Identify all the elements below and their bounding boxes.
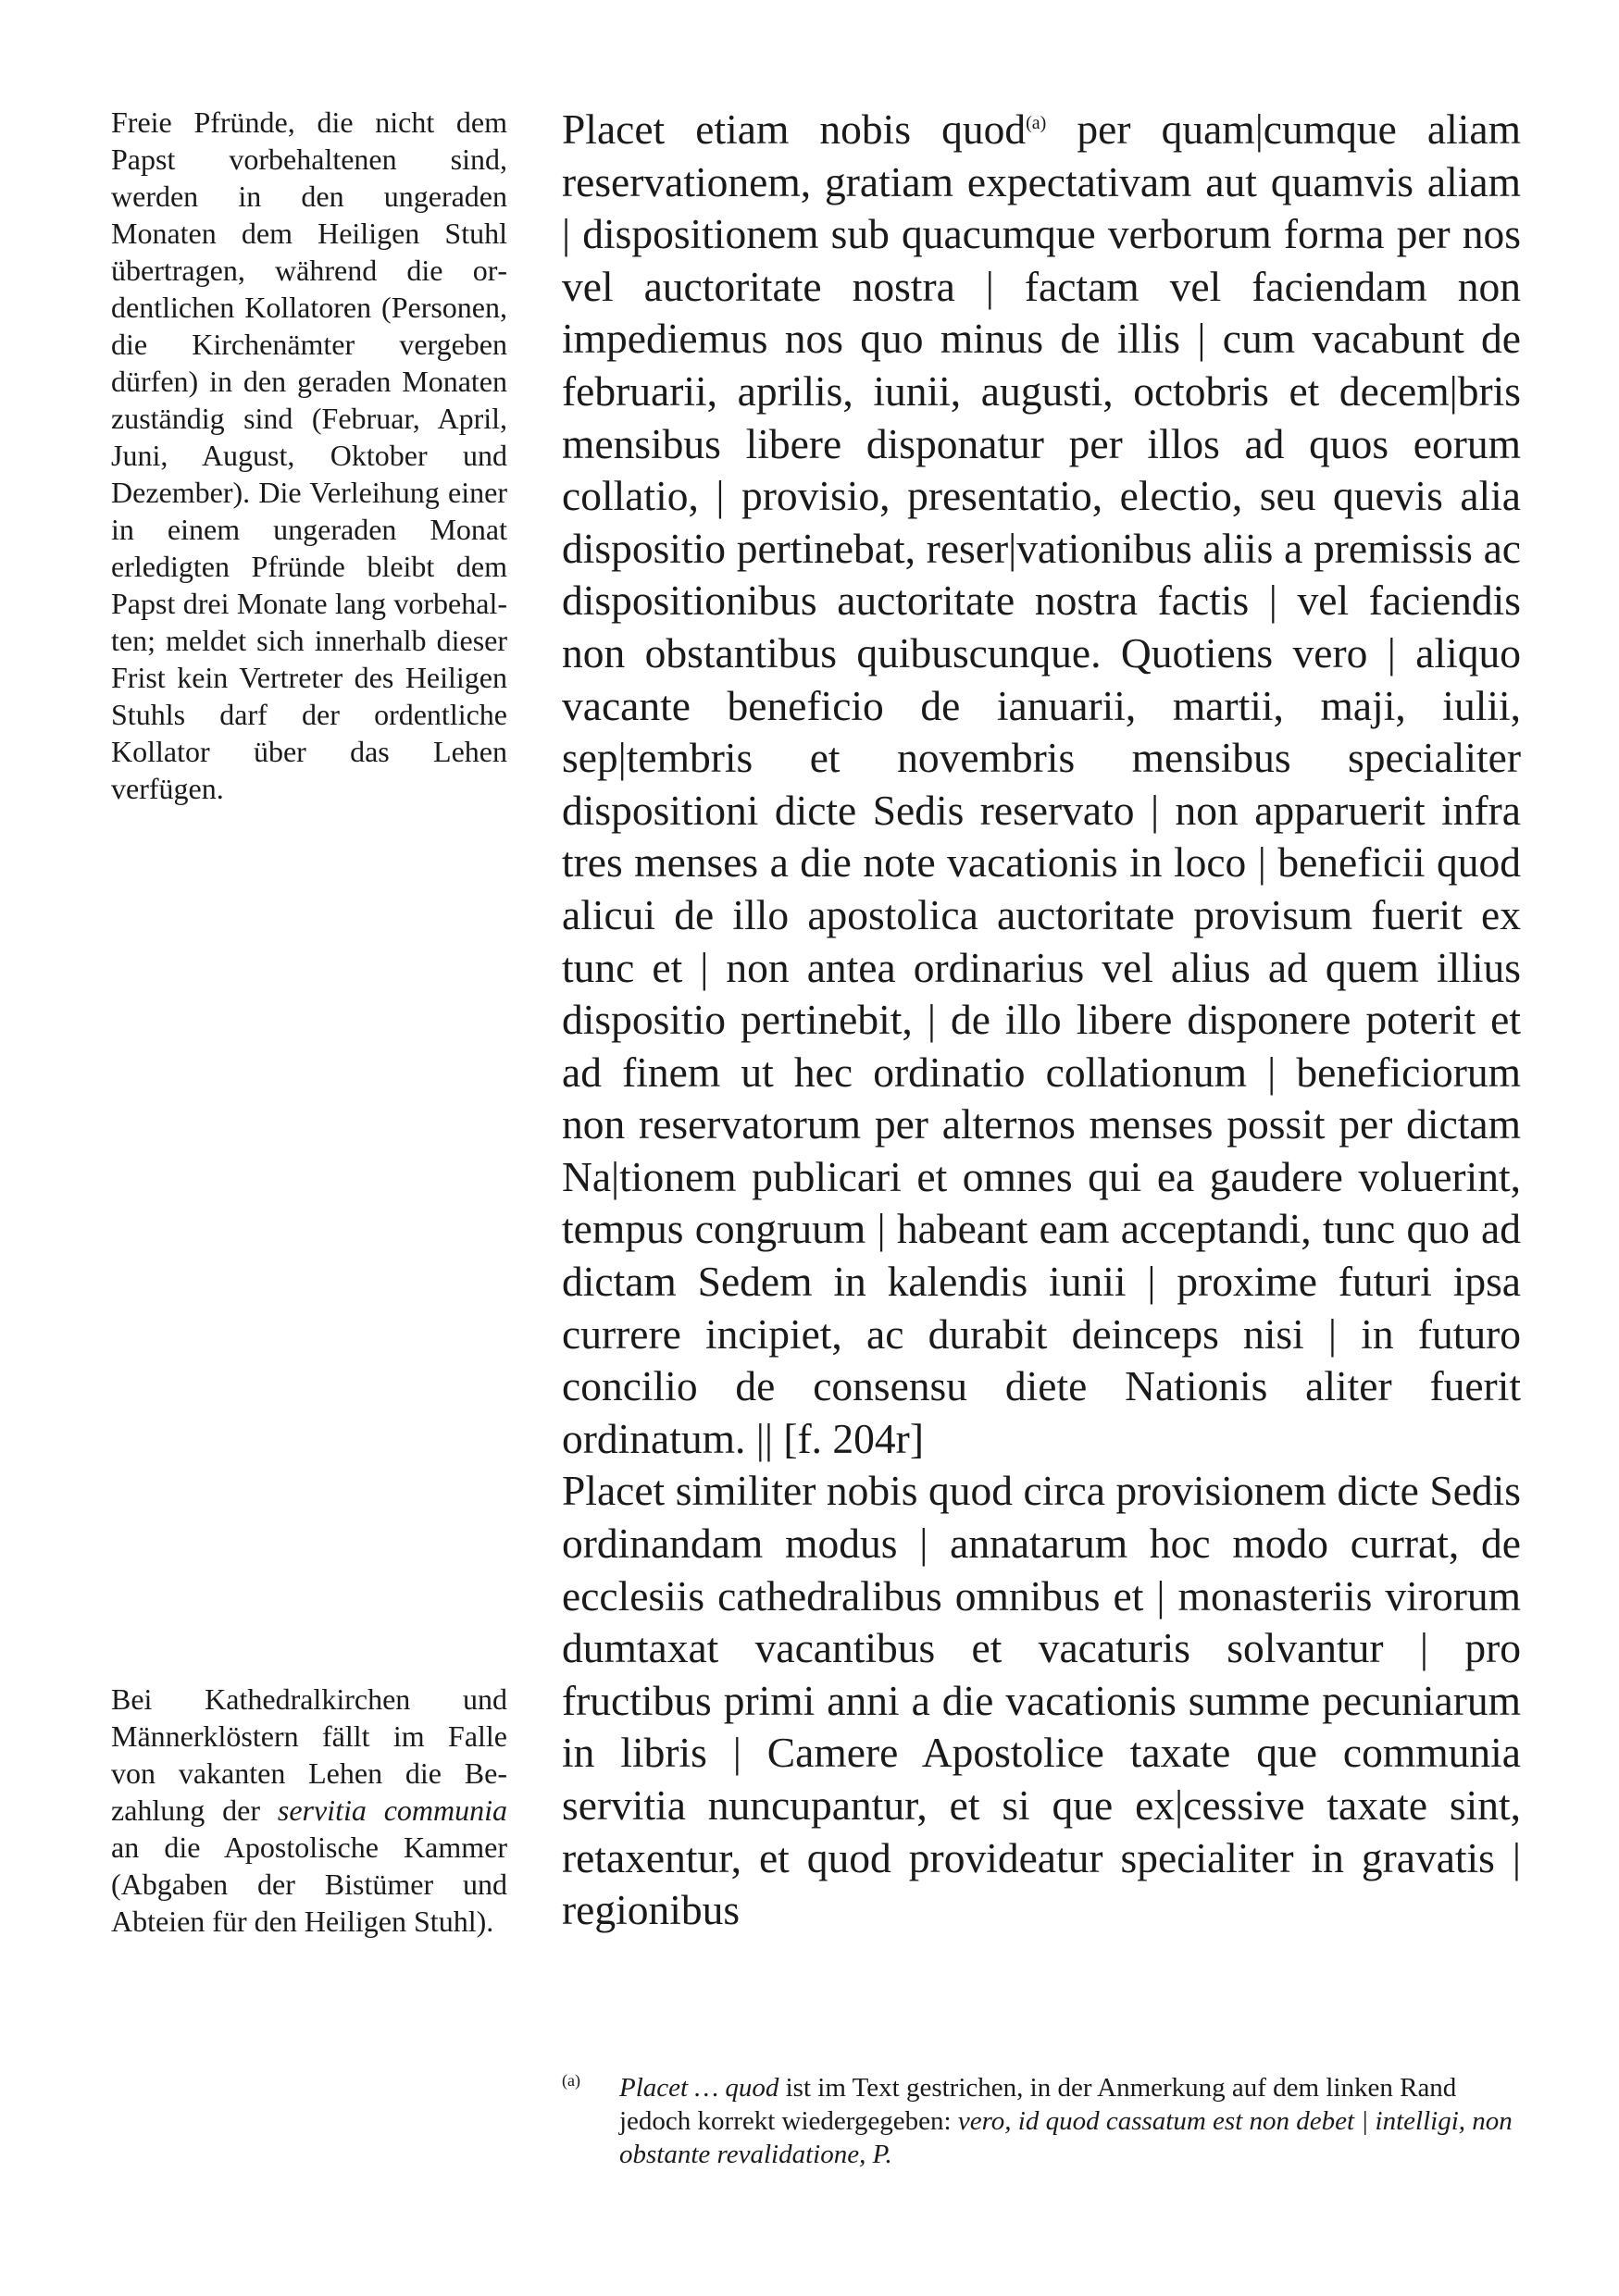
footnote-italic: Placet … quod [619,2073,779,2103]
paragraph-text: Placet similiter nobis quod circa provisionem dicte Sedis ordinandam modus | annatarum hoc modo currat, de ecclesiis cathedralibus omnibus et | monasteriis virorum dumtaxat vacantibus et vacaturis solvantur | pro fructibus primi anni a die vacationis summe pecuniarum in libris | Camere Apostolice taxate que communia servitia nuncupantur, et si que ex|cessive taxate sint, retaxentur, et quod provideatur specialiter in gravatis | regionibus [562,1467,1521,1934]
footnote-marker: (a) [562,2071,580,2090]
main-paragraph [562,1465,1521,1936]
margin-note-italic: servitia communia [277,1793,508,1827]
footnote-body [619,2071,1521,2171]
main-paragraph [562,104,1521,1465]
paragraph-start: Placet etiam nobis quod [562,105,1027,153]
main-text [562,104,1521,1937]
footnote-reference: (a) [1026,112,1047,133]
margin-note-text: Bei Kathedralkirchen und Männerklöstern fällt im Falle von vakanten Lehen die Bezahlung der [111,1682,507,1827]
footnote-italic: vero, id quod cassatum est non debet | intelligi, non obstante revalidatione, P. [619,2106,1513,2169]
paragraph-text: per quam|cumque aliam reservationem, gratiam expectativam aut quamvis aliam | dispositionem sub quacumque verborum forma per nos vel auctoritate nostra | factam vel faciendam non impediemus nos quo minus de illis | cum vacabunt de februarii, aprilis, iunii, augusti, octobris et decem|bris mensibus libere disponatur per illos ad quos eorum collatio, | provisio, presentatio, electio, seu quevis alia dispositio pertinebat, reser|vationibus aliis a premissis ac dispositionibus auctoritate nostra factis | vel faciendis non obstantibus quibuscunque. Quotiens vero | aliquo vacante beneficio de ianuarii, martii, maji, iulii, sep|tembris et novembris mensibus specialiter dispositioni dicte Sedis reservato | non apparuerit infra tres menses a die note vacationis in loco | beneficii quod alicui de illo apostolica auctoritate provisum fuerit ex tunc et | non antea ordinarius vel alius ad quem illius dispositio pertinebit, | de illo libere disponere poterit et ad finem ut hec ordinatio collationum | beneficiorum non reservatorum per alternos menses possit per dictam Na|tionem publicari et omnes qui ea gaudere voluerint, tempus congruum | habeant eam acceptandi, tunc quo ad dictam Sedem in kalendis iunii | proxime futuri ipsa currere incipiet, ac durabit deinceps nisi | in futuro concilio de consensu diete Nationis aliter fuerit ordinatum. || [f. 204r] [562,105,1521,1462]
footnote-text: ist im Text gestrichen, in der Anmerkung auf dem linken Rand jedoch korrekt wiedergegeben: [619,2073,1457,2136]
margin-note-benefices [111,104,507,807]
margin-note-servitia [111,1681,507,1940]
margin-note-text: an die Apostolische Kammer (Abgaben der Bistümer und Abteien für den Heiligen Stuhl). [111,1831,507,1938]
margin-note-text: Freie Pfründe, die nicht dem Papst vorbehaltenen sind, werden in den ungeraden Monaten dem Heiligen Stuhl übertragen, während die ordentlichen Kollatoren (Personen, die Kirchenämter vergeben dürfen) in den geraden Monaten zuständig sind (Februar, April, Juni, August, Oktober und Dezember). Die Verleihung einer in einem ungeraden Monat erledigten Pfründe bleibt dem Papst drei Monate lang vorbehalten; meldet sich innerhalb dieser Frist kein Vertreter des Heiligen Stuhls darf der ordentliche Kollator über das Lehen verfügen. [111,105,507,805]
footnote [562,2071,1521,2171]
